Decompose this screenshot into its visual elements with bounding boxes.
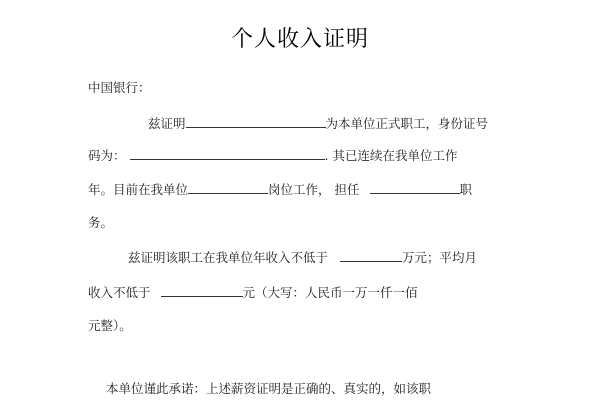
line6-suffix: 元（大写：人民币一万一仟一佰	[242, 285, 418, 300]
line3-middle: 岗位工作， 担任	[268, 182, 360, 197]
line1-prefix: 兹证明	[148, 116, 186, 131]
salutation-text: 中国银行：	[88, 80, 151, 95]
id-number-blank[interactable]	[130, 147, 325, 160]
line2-suffix: . 其已连续在我单位工作	[324, 148, 458, 163]
line2-prefix: 码为：	[88, 148, 126, 163]
line1-suffix: 为本单位正式职工，身份证号	[325, 116, 489, 131]
line8-text: 本单位谨此承诺：上述薪资证明是正确的、真实的，如该职	[106, 381, 432, 396]
position-blank[interactable]	[188, 181, 268, 194]
annual-income-blank[interactable]	[340, 249, 402, 262]
paragraph-line-2	[88, 147, 457, 164]
line6-prefix: 收入不低于	[88, 285, 151, 300]
paragraph-line-8	[106, 381, 431, 397]
monthly-income-blank[interactable]	[161, 284, 243, 297]
name-blank[interactable]	[186, 115, 326, 128]
line5-suffix: 万元；平均月	[402, 250, 478, 265]
line5-prefix: 兹证明该职工在我单位年收入不低于	[128, 250, 329, 265]
document-title: 个人收入证明	[230, 27, 369, 52]
line3-suffix: 职	[459, 182, 473, 197]
title-blank[interactable]	[370, 181, 460, 194]
salutation	[88, 80, 151, 96]
paragraph-line-5	[128, 249, 477, 266]
paragraph-line-4	[88, 215, 113, 231]
line3-prefix: 年。目前在我单位	[88, 182, 189, 197]
line4-text: 务。	[88, 215, 114, 230]
paragraph-line-6	[88, 284, 418, 301]
paragraph-line-7	[88, 318, 132, 334]
line7-text: 元整）。	[88, 318, 132, 333]
paragraph-line-1	[148, 115, 488, 132]
paragraph-line-3	[88, 181, 472, 198]
